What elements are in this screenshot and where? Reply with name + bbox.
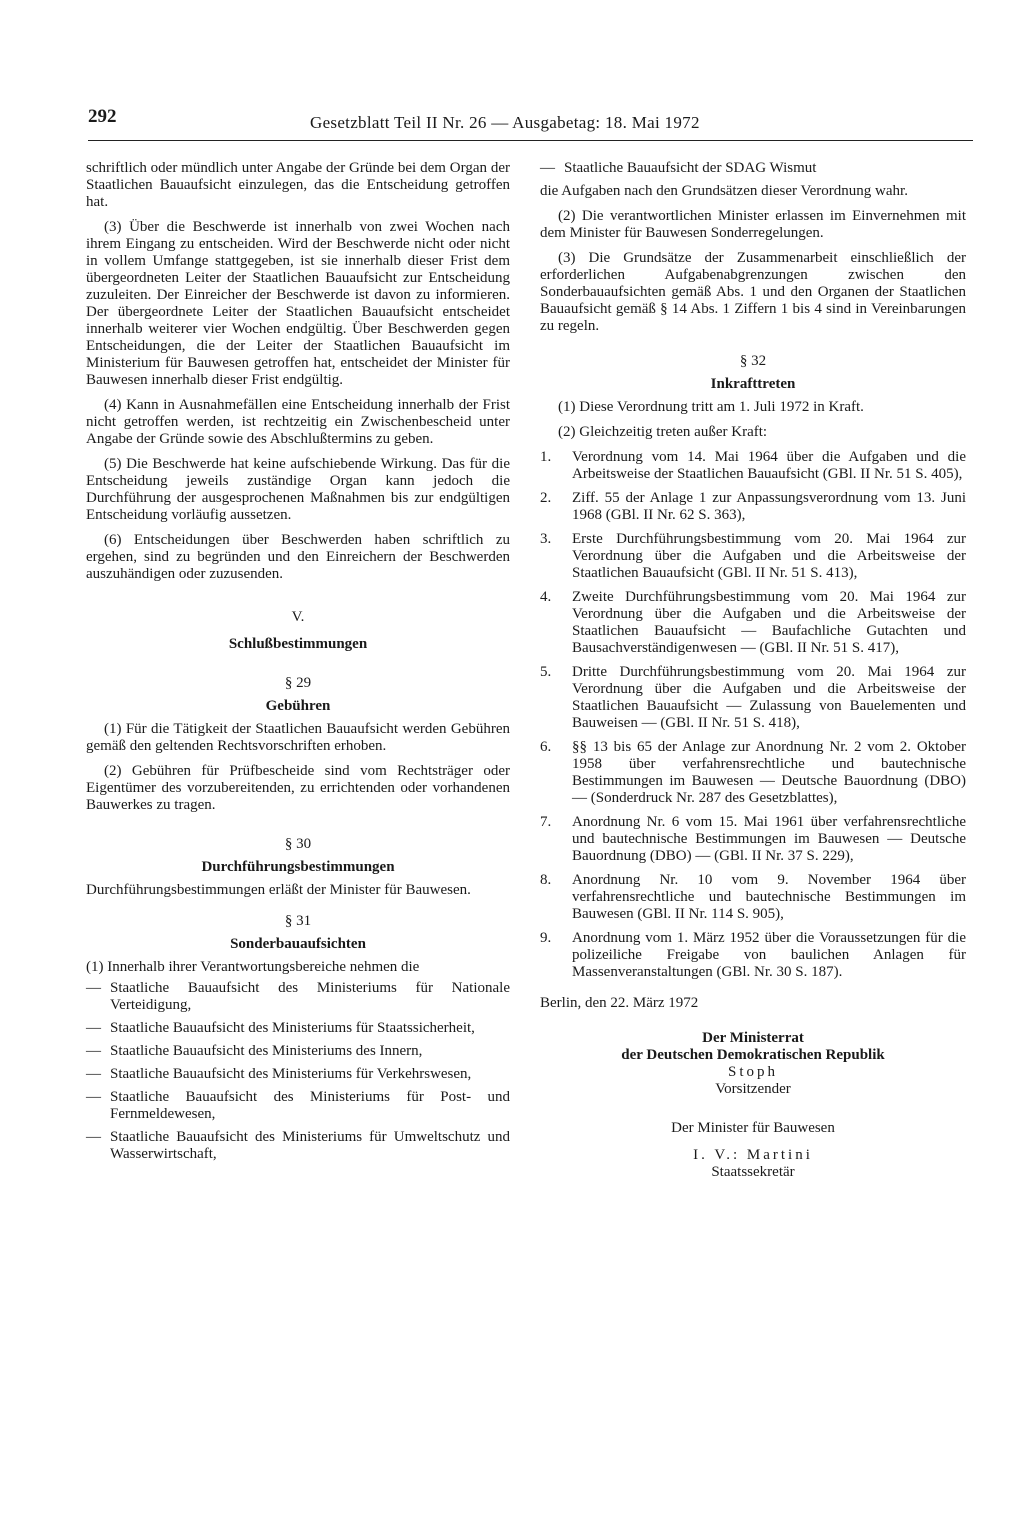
- signatory-body-line2: der Deutschen Demokratischen Republik: [621, 1047, 885, 1063]
- list-item: 4. Zweite Durchführungsbestimmung vom 20. Mai 1964 zur Verordnung über die Aufgaben und die Arbeitsweise der Staatlichen Bauaufsicht — Baufachliche Gutachten und Bausachverständigenwesen — (GBl. II Nr. 51 S. 417),: [540, 589, 966, 656]
- list-item: — Staatliche Bauaufsicht der SDAG Wismut: [540, 160, 817, 176]
- signatory-role: Staatssekretär: [711, 1164, 795, 1180]
- section-title: Gebühren: [265, 698, 331, 714]
- section-number: § 30: [284, 836, 312, 852]
- signatory-name: Stoph: [727, 1064, 778, 1080]
- part-title: Schlußbestimmungen: [228, 636, 368, 652]
- list-item: 3. Erste Durchführungsbestimmung vom 20. Mai 1964 zur Verordnung über die Aufgaben und die Arbeitsweise der Staatlichen Bauaufsicht (GBl. II Nr. 51 S. 413),: [540, 531, 966, 581]
- left-column: [86, 160, 510, 1171]
- list-item: 2. Ziff. 55 der Anlage 1 zur Anpassungsverordnung vom 13. Juni 1968 (GBl. II Nr. 62 S. 363),: [540, 490, 966, 523]
- section-number: § 29: [284, 675, 312, 691]
- paragraph: (4) Kann in Ausnahmefällen eine Entscheidung innerhalb der Frist nicht getroffen werden, ist rechtzeitig ein Zwischenbescheid unter Angabe der Gründe sowie des Abschlußtermins zu geben.: [86, 397, 510, 447]
- signature-block-minister: [540, 1120, 966, 1181]
- paragraph: (1) Diese Verordnung tritt am 1. Juli 1972 in Kraft.: [558, 399, 864, 415]
- list-item: 7. Anordnung Nr. 6 vom 15. Mai 1961 über verfahrensrechtliche und bautechnische Bestimmungen im Bauwesen — Deutsche Bauordnung (DBO) — (GBl. II Nr. 37 S. 229),: [540, 814, 966, 864]
- list-item: 9. Anordnung vom 1. März 1952 über die Voraussetzungen für die polizeiliche Freigabe von baulichen Anlagen für Massenveranstaltungen (GBl. Nr. 30 S. 187).: [540, 930, 966, 980]
- paragraph: (2) Gebühren für Prüfbescheide sind vom Rechtsträger oder Eigentümer des vorzubereitenden, zu errichtenden oder vorhandenen Bauwerkes zu tragen.: [86, 763, 510, 813]
- section-title: Inkrafttreten: [710, 376, 796, 392]
- section-number: § 31: [284, 913, 312, 929]
- place-date: Berlin, den 22. März 1972: [540, 995, 699, 1011]
- signature-block-council: [540, 1030, 966, 1098]
- list-item: — Staatliche Bauaufsicht des Ministeriums für Post- und Fernmeldewesen,: [86, 1089, 510, 1122]
- list-item: — Staatliche Bauaufsicht des Ministeriums für Nationale Verteidigung,: [86, 980, 510, 1013]
- signatory-title: Der Minister für Bauwesen: [671, 1120, 835, 1136]
- list-item: 1. Verordnung vom 14. Mai 1964 über die Aufgaben und die Arbeitsweise der Staatlichen Bauaufsicht (GBl. II Nr. 51 S. 405),: [540, 449, 966, 482]
- paragraph: die Aufgaben nach den Grundsätzen dieser Verordnung wahr.: [540, 183, 908, 199]
- paragraph: (2) Die verantwortlichen Minister erlassen im Einvernehmen mit dem Minister für Bauwesen Sonderregelungen.: [540, 208, 966, 241]
- right-column: [540, 160, 966, 1181]
- part-number: V.: [291, 609, 305, 625]
- paragraph: (3) Die Grundsätze der Zusammenarbeit einschließlich der erforderlichen Aufgabenabgrenzungen zwischen den Sonderbauaufsichten gemäß Abs. 1 und den Organen der Staatlichen Bauaufsicht gemäß § 14 Abs. 1 Ziffern 1 bis 4 sind in Vereinbarungen zu regeln.: [540, 250, 966, 334]
- paragraph: (5) Die Beschwerde hat keine aufschiebende Wirkung. Das für die Entscheidung jeweils zuständige Organ kann jedoch die Durchführung der ausgesprochenen Maßnahmen bis zur endgültigen Entscheidung vorläufig aussetzen.: [86, 456, 510, 523]
- paragraph: (3) Über die Beschwerde ist innerhalb von zwei Wochen nach ihrem Eingang zu entscheiden. Wird der Beschwerde nicht oder nicht in vollem Umfange stattgegeben, ist sie innerhalb dieser Frist dem übergeordneten Leiter der Staatlichen Bauaufsicht zur Entscheidung zuzuleiten. Der Einreicher der Beschwerde ist davon zu informieren. Der übergeordnete Leiter der Staatlichen Bauaufsicht entscheidet innerhalb weiterer vier Wochen endgültig. Über Beschwerden gegen Entscheidungen, die der Leiter der Staatlichen Bauaufsicht im Ministerium für Bauwesen getroffen hat, entscheidet der Minister für Bauwesen innerhalb dieser Frist endgültig.: [86, 219, 510, 388]
- paragraph: (6) Entscheidungen über Beschwerden haben schriftlich zu ergehen, sind zu begründen und den Einreichern der Beschwerden auszuhändigen oder zuzusenden.: [86, 532, 510, 582]
- list-item: 6. §§ 13 bis 65 der Anlage zur Anordnung Nr. 2 vom 2. Oktober 1958 über verfahrensrechtliche und bautechnische Bestimmungen im Bauwesen — Deutsche Bauordnung (DBO) — (Sonderdruck Nr. 287 des Gesetzblattes),: [540, 739, 966, 806]
- list-item: — Staatliche Bauaufsicht des Ministeriums des Innern,: [86, 1043, 423, 1059]
- paragraph: Durchführungsbestimmungen erläßt der Minister für Bauwesen.: [86, 882, 471, 898]
- signatory-role: Vorsitzender: [715, 1081, 791, 1097]
- page-number: 292: [88, 106, 117, 127]
- section-number: § 32: [739, 353, 767, 369]
- section-title: Sonderbauaufsichten: [230, 936, 366, 952]
- paragraph: (1) Für die Tätigkeit der Staatlichen Bauaufsicht werden Gebühren gemäß den geltenden Rechtsvorschriften erhoben.: [86, 721, 510, 754]
- authority-list-continued: [540, 160, 966, 177]
- authority-list: [86, 980, 510, 1163]
- list-item: — Staatliche Bauaufsicht des Ministeriums für Staatssicherheit,: [86, 1020, 475, 1036]
- header-title: Gesetzblatt Teil II Nr. 26 — Ausgabetag: 18. Mai 1972: [310, 113, 700, 132]
- list-item: 8. Anordnung Nr. 10 vom 9. November 1964 über verfahrensrechtliche und bautechnische Bestimmungen im Bauwesen (GBl. II Nr. 114 S. 905),: [540, 872, 966, 922]
- paragraph: schriftlich oder mündlich unter Angabe der Gründe bei dem Organ der Staatlichen Bauaufsicht einzulegen, das die Entscheidung getroffen hat.: [86, 160, 510, 210]
- section-title: Durchführungsbestimmungen: [201, 859, 395, 875]
- repealed-list: [540, 449, 966, 981]
- list-item: — Staatliche Bauaufsicht des Ministeriums für Umweltschutz und Wasserwirtschaft,: [86, 1129, 510, 1162]
- list-item: 5. Dritte Durchführungsbestimmung vom 20. Mai 1964 zur Verordnung über die Aufgaben und die Arbeitsweise der Staatlichen Bauaufsicht — Zulassung von Bauelementen und Bauweisen — (GBl. II Nr. 51 S. 418),: [540, 664, 966, 731]
- signatory-body: Der Ministerrat: [702, 1030, 804, 1046]
- paragraph: (1) Innerhalb ihrer Verantwortungsbereiche nehmen die: [86, 959, 420, 975]
- list-item: — Staatliche Bauaufsicht des Ministeriums für Verkehrswesen,: [86, 1066, 472, 1082]
- paragraph: (2) Gleichzeitig treten außer Kraft:: [558, 424, 768, 440]
- signatory-name: I. V.: Martini: [693, 1147, 813, 1163]
- page-header: [88, 104, 973, 141]
